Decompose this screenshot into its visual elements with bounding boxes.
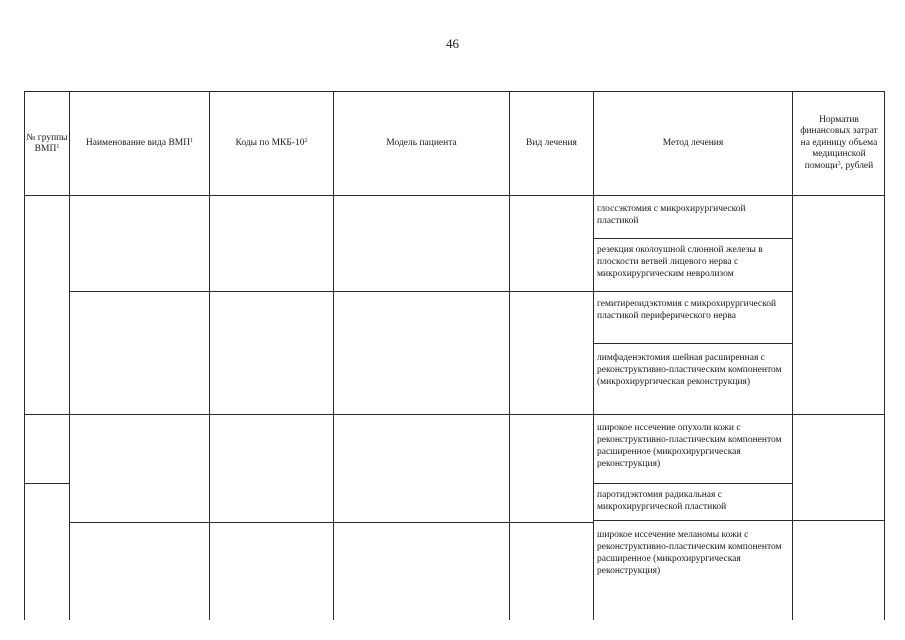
header-bottom-border (24, 195, 884, 196)
method-cell-3: гемитиреоидэктомия с микрохирургической пластикой периферического нерва (597, 299, 777, 321)
row-divider (24, 483, 69, 484)
row-divider (593, 483, 792, 484)
method-cell-2: резекция околоушной слюнной железы в плоскости ветвей лицевого нерва с микрохирургическим невролизом (597, 245, 763, 279)
row-divider (593, 238, 792, 239)
method-cell-4: лимфаденэктомия шейная расширенная с реконструктивно-пластическим компонентом (микрохирургическая реконструкция) (597, 353, 782, 387)
table-top-border (24, 91, 884, 92)
header-treatment-type: Вид лечения (526, 138, 577, 148)
row-divider (24, 414, 884, 415)
col-divider (69, 91, 70, 620)
method-cell-7: широкое иссечение меланомы кожи с реконструктивно-пластическим компонентом расширенное (микрохирургическая реконструкция) (597, 530, 782, 576)
header-name: Наименование вида ВМП$^1$ (85, 138, 194, 148)
col-divider (333, 91, 334, 620)
header-group-no: № группы ВМП$^1$ (26, 132, 68, 154)
row-divider (69, 522, 593, 523)
row-divider (69, 291, 793, 292)
header-icd-codes: Коды по МКБ-$10^2$ (235, 138, 308, 148)
header-patient-model: Модель пациента (386, 138, 457, 148)
method-cell-1: глоссэктомия с микрохирургической пластикой (597, 204, 746, 226)
col-divider (593, 91, 594, 620)
header-method: Метод лечения (662, 138, 724, 148)
col-divider (209, 91, 210, 620)
page-number: 46 (446, 36, 459, 51)
row-divider (593, 520, 884, 521)
method-cell-5: широкое иссечение опухоли кожи с реконструктивно-пластическим компонентом расширенное (микрохирургическая реконструкция) (597, 423, 782, 469)
table-right-border (884, 91, 885, 620)
col-divider (509, 91, 510, 620)
row-divider (593, 343, 792, 344)
table-left-border (24, 91, 25, 620)
header-norm: Норматив финансовых затрат на единицу объема медицинской помощи$^3$, рублей (800, 114, 878, 171)
col-divider (792, 91, 793, 620)
method-cell-6: паротидэктомия радикальная с микрохирургической пластикой (597, 490, 727, 512)
